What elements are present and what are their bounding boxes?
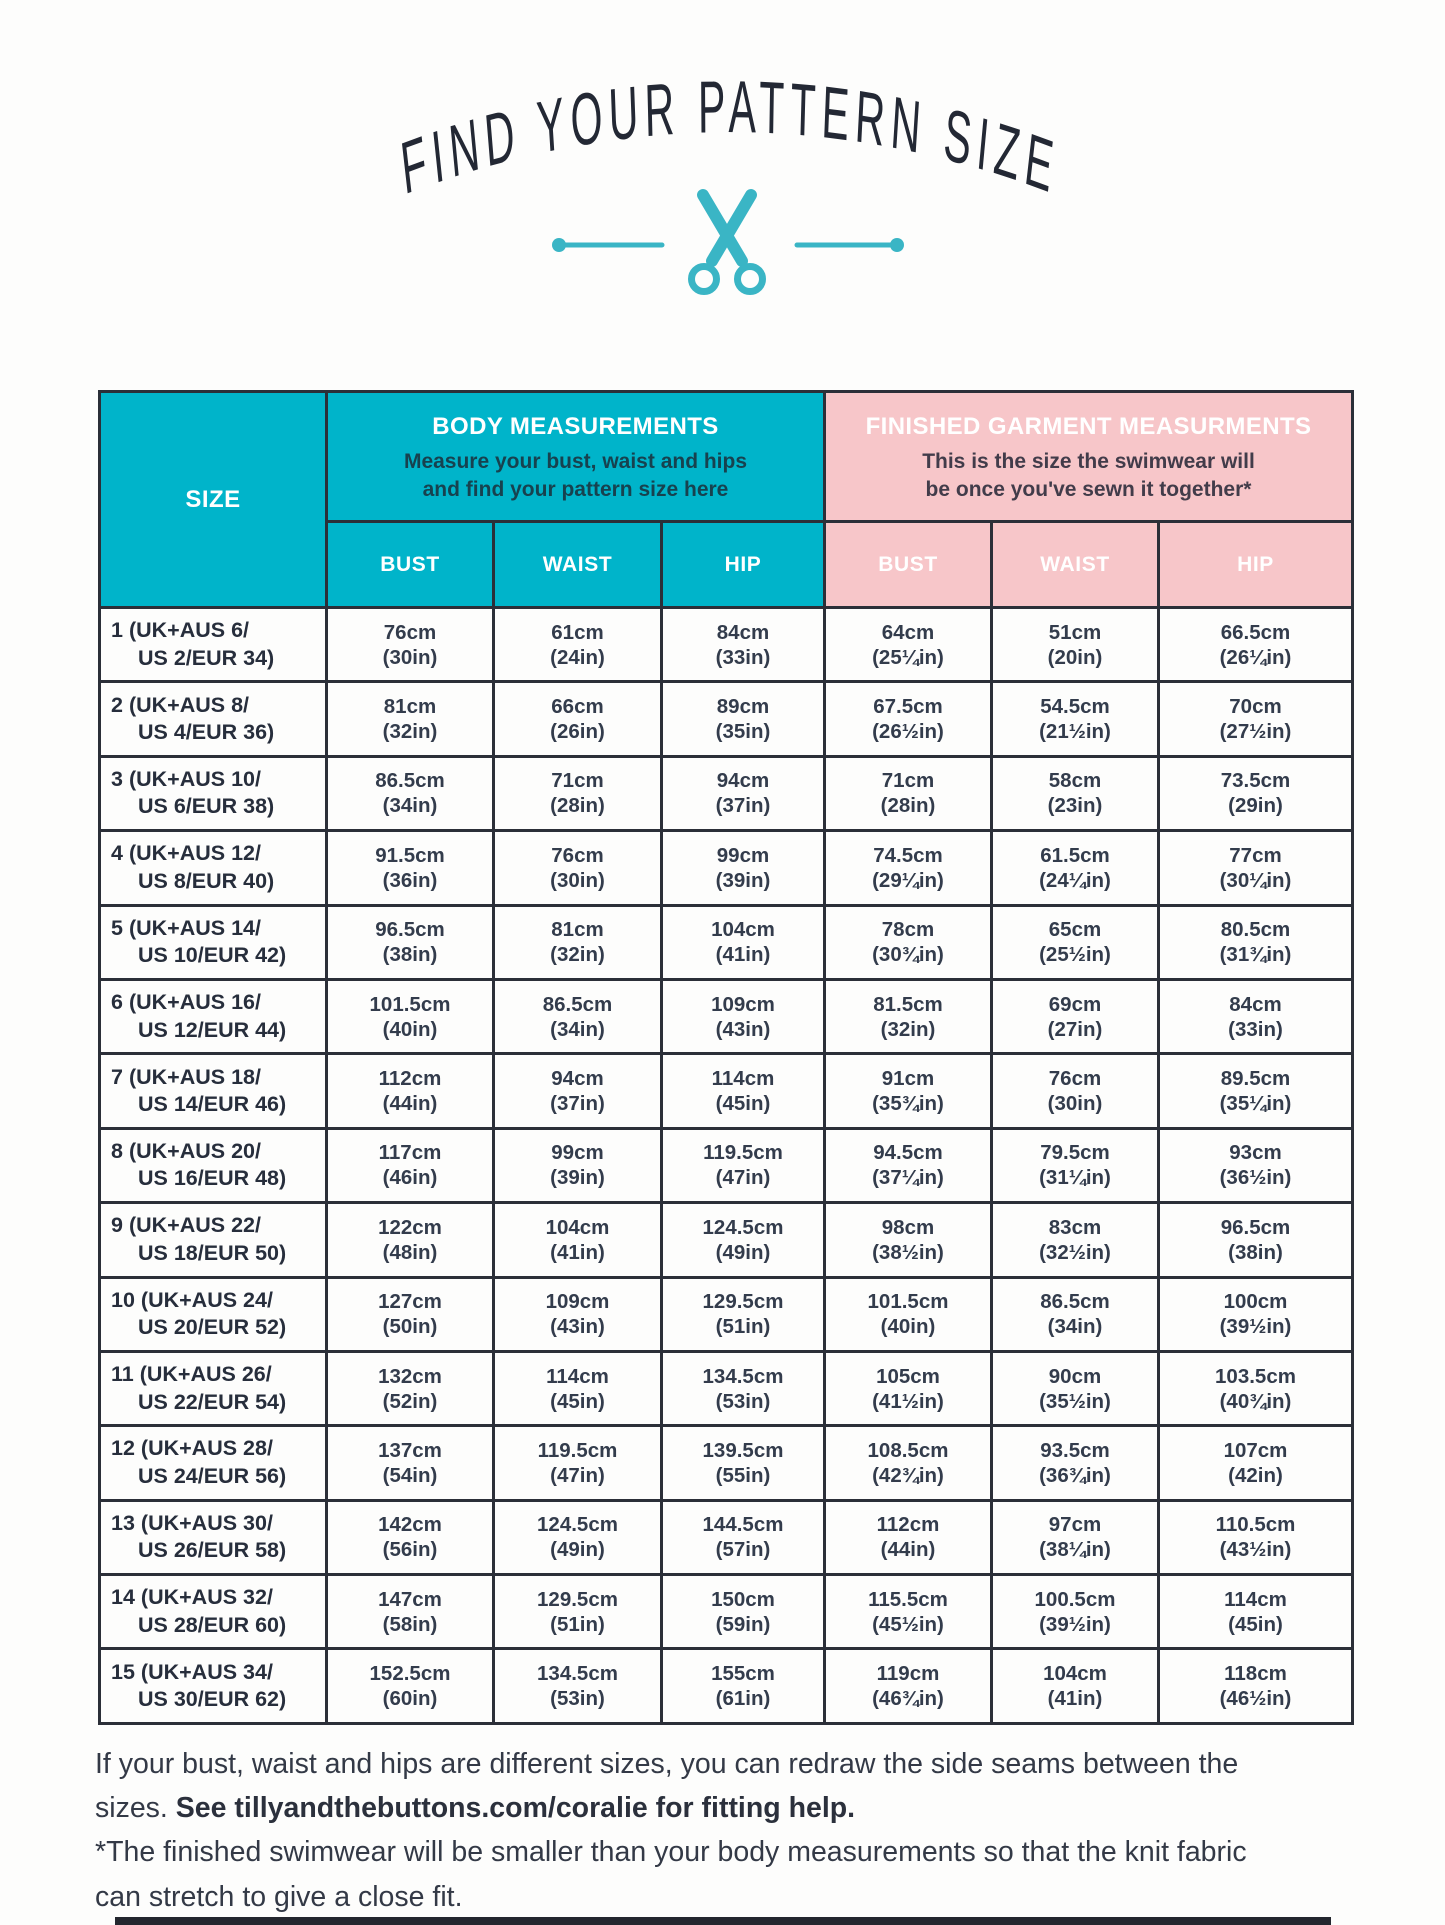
finished-hip-value: 77cm (30¼in)	[1159, 831, 1353, 905]
body-hip-header: HIP	[662, 522, 825, 608]
divider-right-line	[797, 238, 904, 252]
size-number: 11	[111, 1362, 134, 1387]
size-label: 4 (UK+AUS 12/ US 8/EUR 40)	[100, 831, 327, 905]
size-number: 6	[111, 990, 123, 1015]
finished-hip-value: 70cm (27½in)	[1159, 682, 1353, 756]
size-number: 15	[111, 1659, 135, 1684]
page-bottom-bar	[115, 1917, 1331, 1925]
body-waist-value: 94cm (37in)	[494, 1054, 662, 1128]
finished-bust-value: 108.5cm (42¾in)	[825, 1426, 992, 1500]
size-label: 6 (UK+AUS 16/ US 12/EUR 44)	[100, 979, 327, 1053]
finished-waist-value: 51cm (20in)	[992, 608, 1159, 682]
finished-waist-value: 100.5cm (39½in)	[992, 1575, 1159, 1649]
finished-bust-value: 105cm (41½in)	[825, 1351, 992, 1425]
footer-notes	[95, 1742, 1280, 1919]
finished-waist-value: 93.5cm (36¾in)	[992, 1426, 1159, 1500]
body-measurements-header	[327, 392, 825, 522]
body-waist-value: 66cm (26in)	[494, 682, 662, 756]
finished-bust-value: 74.5cm (29¼in)	[825, 831, 992, 905]
size-row	[100, 1277, 1353, 1351]
size-label: 8 (UK+AUS 20/ US 16/EUR 48)	[100, 1128, 327, 1202]
body-waist-value: 61cm (24in)	[494, 608, 662, 682]
finished-bust-value: 91cm (35¾in)	[825, 1054, 992, 1128]
finished-hip-value: 66.5cm (26¼in)	[1159, 608, 1353, 682]
finished-waist-value: 86.5cm (34in)	[992, 1277, 1159, 1351]
finished-waist-value: 104cm (41in)	[992, 1649, 1159, 1723]
body-waist-value: 81cm (32in)	[494, 905, 662, 979]
size-number: 8	[111, 1138, 123, 1163]
size-row	[100, 1426, 1353, 1500]
size-number: 2	[111, 692, 123, 717]
finished-bust-value: 78cm (30¾in)	[825, 905, 992, 979]
finished-bust-value: 81.5cm (32in)	[825, 979, 992, 1053]
size-row	[100, 608, 1353, 682]
finished-waist-value: 79.5cm (31¼in)	[992, 1128, 1159, 1202]
body-waist-value: 129.5cm (51in)	[494, 1575, 662, 1649]
size-label: 14 (UK+AUS 32/ US 28/EUR 60)	[100, 1575, 327, 1649]
size-number: 12	[111, 1436, 135, 1461]
divider-left-line	[552, 238, 662, 252]
size-label: 15 (UK+AUS 34/ US 30/EUR 62)	[100, 1649, 327, 1723]
finished-hip-value: 84cm (33in)	[1159, 979, 1353, 1053]
body-bust-value: 137cm (54in)	[327, 1426, 494, 1500]
size-number: 4	[111, 841, 123, 866]
size-number: 13	[111, 1510, 135, 1535]
finished-waist-value: 76cm (30in)	[992, 1054, 1159, 1128]
body-hip-value: 84cm (33in)	[662, 608, 825, 682]
page-title-arc	[395, 3, 1065, 213]
body-bust-value: 76cm (30in)	[327, 608, 494, 682]
scissors-divider	[545, 185, 915, 315]
size-label: 11 (UK+AUS 26/ US 22/EUR 54)	[100, 1351, 327, 1425]
finished-hip-value: 114cm (45in)	[1159, 1575, 1353, 1649]
body-waist-value: 134.5cm (53in)	[494, 1649, 662, 1723]
size-number: 5	[111, 915, 123, 940]
finished-hip-value: 80.5cm (31¾in)	[1159, 905, 1353, 979]
body-hip-value: 109cm (43in)	[662, 979, 825, 1053]
body-bust-value: 86.5cm (34in)	[327, 756, 494, 830]
size-number: 1	[111, 618, 123, 643]
size-column-header: SIZE	[100, 392, 327, 608]
finished-bust-value: 64cm (25¼in)	[825, 608, 992, 682]
body-measurements-title: BODY MEASUREMENTS	[432, 413, 719, 440]
body-bust-value: 152.5cm (60in)	[327, 1649, 494, 1723]
finished-hip-value: 118cm (46½in)	[1159, 1649, 1353, 1723]
size-label: 12 (UK+AUS 28/ US 24/EUR 56)	[100, 1426, 327, 1500]
fitting-help-link-text: See tillyandthebuttons.com/coralie for fitting help.	[175, 1792, 856, 1825]
body-hip-value: 94cm (37in)	[662, 756, 825, 830]
body-waist-value: 99cm (39in)	[494, 1128, 662, 1202]
size-label: 10 (UK+AUS 24/ US 20/EUR 52)	[100, 1277, 327, 1351]
body-bust-value: 101.5cm (40in)	[327, 979, 494, 1053]
finished-garment-header	[825, 392, 1353, 522]
body-hip-value: 155cm (61in)	[662, 1649, 825, 1723]
size-label: 1 (UK+AUS 6/ US 2/EUR 34)	[100, 608, 327, 682]
body-bust-value: 122cm (48in)	[327, 1203, 494, 1277]
size-number: 14	[111, 1585, 135, 1610]
size-label: 2 (UK+AUS 8/ US 4/EUR 36)	[100, 682, 327, 756]
body-bust-header: BUST	[327, 522, 494, 608]
finished-bust-value: 94.5cm (37¼in)	[825, 1128, 992, 1202]
finished-bust-value: 67.5cm (26½in)	[825, 682, 992, 756]
body-waist-value: 71cm (28in)	[494, 756, 662, 830]
body-hip-value: 134.5cm (53in)	[662, 1351, 825, 1425]
body-bust-value: 132cm (52in)	[327, 1351, 494, 1425]
finished-waist-value: 61.5cm (24¼in)	[992, 831, 1159, 905]
size-row	[100, 831, 1353, 905]
size-label: 5 (UK+AUS 14/ US 10/EUR 42)	[100, 905, 327, 979]
finished-hip-value: 110.5cm (43½in)	[1159, 1500, 1353, 1574]
body-waist-value: 104cm (41in)	[494, 1203, 662, 1277]
size-row	[100, 1203, 1353, 1277]
body-bust-value: 147cm (58in)	[327, 1575, 494, 1649]
body-hip-value: 139.5cm (55in)	[662, 1426, 825, 1500]
finished-hip-value: 93cm (36½in)	[1159, 1128, 1353, 1202]
finished-hip-header: HIP	[1159, 522, 1353, 608]
body-bust-value: 81cm (32in)	[327, 682, 494, 756]
body-hip-value: 150cm (59in)	[662, 1575, 825, 1649]
body-bust-value: 142cm (56in)	[327, 1500, 494, 1574]
fitting-note: If your bust, waist and hips are different sizes, you can redraw the side seams between the sizes. See tillyandthebuttons.com/coralie for fitting help.	[95, 1748, 1239, 1825]
body-bust-value: 91.5cm (36in)	[327, 831, 494, 905]
body-waist-value: 124.5cm (49in)	[494, 1500, 662, 1574]
finished-bust-header: BUST	[825, 522, 992, 608]
body-bust-value: 127cm (50in)	[327, 1277, 494, 1351]
stretch-note: *The finished swimwear will be smaller than your body measurements so that the knit fabric can stretch to give a close fit.	[95, 1836, 1247, 1913]
finished-waist-value: 90cm (35½in)	[992, 1351, 1159, 1425]
body-hip-value: 104cm (41in)	[662, 905, 825, 979]
finished-waist-header: WAIST	[992, 522, 1159, 608]
body-hip-value: 129.5cm (51in)	[662, 1277, 825, 1351]
size-row	[100, 1054, 1353, 1128]
finished-hip-value: 107cm (42in)	[1159, 1426, 1353, 1500]
size-row	[100, 756, 1353, 830]
finished-hip-value: 89.5cm (35¼in)	[1159, 1054, 1353, 1128]
body-bust-value: 96.5cm (38in)	[327, 905, 494, 979]
size-chart-table	[98, 390, 1354, 1725]
size-row	[100, 1351, 1353, 1425]
size-row	[100, 979, 1353, 1053]
finished-waist-value: 65cm (25½in)	[992, 905, 1159, 979]
size-row	[100, 1575, 1353, 1649]
finished-hip-value: 103.5cm (40¾in)	[1159, 1351, 1353, 1425]
size-label: 3 (UK+AUS 10/ US 6/EUR 38)	[100, 756, 327, 830]
finished-hip-value: 96.5cm (38in)	[1159, 1203, 1353, 1277]
finished-bust-value: 119cm (46¾in)	[825, 1649, 992, 1723]
size-row	[100, 1128, 1353, 1202]
size-number: 9	[111, 1213, 123, 1238]
finished-garment-title: FINISHED GARMENT MEASURMENTS	[865, 413, 1312, 440]
size-label: 9 (UK+AUS 22/ US 18/EUR 50)	[100, 1203, 327, 1277]
finished-bust-value: 115.5cm (45½in)	[825, 1575, 992, 1649]
finished-waist-value: 58cm (23in)	[992, 756, 1159, 830]
page-title: FIND YOUR PATTERN SIZE	[396, 65, 1063, 211]
finished-bust-value: 112cm (44in)	[825, 1500, 992, 1574]
body-hip-value: 144.5cm (57in)	[662, 1500, 825, 1574]
body-hip-value: 124.5cm (49in)	[662, 1203, 825, 1277]
size-row	[100, 905, 1353, 979]
body-bust-value: 117cm (46in)	[327, 1128, 494, 1202]
size-number: 3	[111, 766, 123, 791]
body-waist-value: 114cm (45in)	[494, 1351, 662, 1425]
size-label: 7 (UK+AUS 18/ US 14/EUR 46)	[100, 1054, 327, 1128]
finished-bust-value: 101.5cm (40in)	[825, 1277, 992, 1351]
body-hip-value: 99cm (39in)	[662, 831, 825, 905]
size-label: 13 (UK+AUS 30/ US 26/EUR 58)	[100, 1500, 327, 1574]
size-row	[100, 1649, 1353, 1723]
finished-hip-value: 73.5cm (29in)	[1159, 756, 1353, 830]
size-row	[100, 682, 1353, 756]
finished-waist-value: 97cm (38¼in)	[992, 1500, 1159, 1574]
finished-garment-subtitle: This is the size the swimwear will be once you've sewn it together*	[922, 450, 1255, 501]
body-bust-value: 112cm (44in)	[327, 1054, 494, 1128]
size-number: 7	[111, 1064, 123, 1089]
finished-bust-value: 98cm (38½in)	[825, 1203, 992, 1277]
finished-waist-value: 54.5cm (21½in)	[992, 682, 1159, 756]
body-hip-value: 119.5cm (47in)	[662, 1128, 825, 1202]
body-waist-header: WAIST	[494, 522, 662, 608]
body-waist-value: 86.5cm (34in)	[494, 979, 662, 1053]
body-hip-value: 89cm (35in)	[662, 682, 825, 756]
body-measurements-subtitle: Measure your bust, waist and hips and find your pattern size here	[403, 450, 748, 501]
body-waist-value: 109cm (43in)	[494, 1277, 662, 1351]
body-waist-value: 119.5cm (47in)	[494, 1426, 662, 1500]
scissors-icon	[692, 195, 763, 292]
body-hip-value: 114cm (45in)	[662, 1054, 825, 1128]
finished-bust-value: 71cm (28in)	[825, 756, 992, 830]
finished-waist-value: 83cm (32½in)	[992, 1203, 1159, 1277]
size-row	[100, 1500, 1353, 1574]
finished-hip-value: 100cm (39½in)	[1159, 1277, 1353, 1351]
finished-waist-value: 69cm (27in)	[992, 979, 1159, 1053]
body-waist-value: 76cm (30in)	[494, 831, 662, 905]
size-number: 10	[111, 1287, 135, 1312]
